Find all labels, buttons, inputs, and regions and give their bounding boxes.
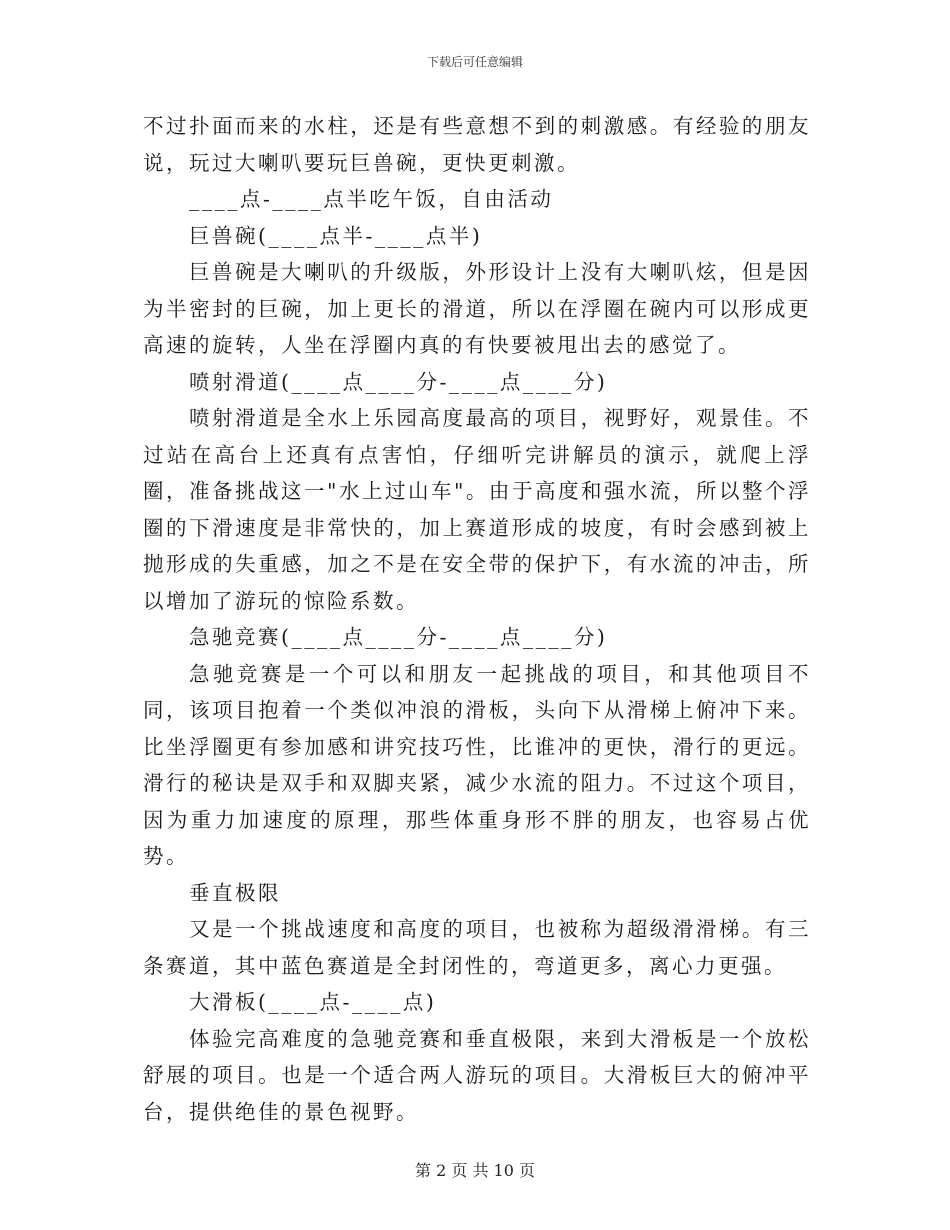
page-header: 下载后可任意编辑 <box>426 55 523 69</box>
paragraph: 不过扑面而来的水柱，还是有些意想不到的刺激感。有经验的朋友说，玩过大喇叭要玩巨兽碗，更快更刺激。 <box>143 114 811 175</box>
section-heading-big-slide: 大滑板(____点-____点) <box>189 990 437 1014</box>
paragraph: 急驰竞赛是一个可以和朋友一起挑战的项目，和其他项目不同，该项目抱着一个类似冲浪的滑板，头向下从滑梯上俯冲下来。比坐浮圈更有参加感和讲究技巧性，比谁冲的更快，滑行的更远。滑行的秘诀是双手和双脚夹紧，减少水流的阻力。不过这个项目，因为重力加速度的原理，那些体重身形不胖的朋友，也容易占优势。 <box>143 661 811 868</box>
schedule-line-lunch: ____点-____点半吃午饭，自由活动 <box>189 187 554 211</box>
section-heading-vertical-limit: 垂直极限 <box>189 880 281 905</box>
page-number: 第 2 页 共 10 页 <box>415 1161 535 1180</box>
section-heading-giant-bowl: 巨兽碗(____点半-____点半) <box>189 223 483 248</box>
document-body <box>143 108 811 1130</box>
paragraph: 喷射滑道是全水上乐园高度最高的项目，视野好，观景佳。不过站在高台上还真有点害怕，仔细听完讲解员的演示，就爬上浮圈，准备挑战这一"水上过山车"。由于高度和强水流，所以整个浮圈的下滑速度是非常快的，加上赛道形成的坡度，有时会感到被上抛形成的失重感，加之不是在安全带的保护下，有水流的冲击，所以增加了游玩的惊险系数。 <box>143 406 811 613</box>
paragraph: 巨兽碗是大喇叭的升级版，外形设计上没有大喇叭炫，但是因为半密封的巨碗，加上更长的滑道，所以在浮圈在碗内可以形成更高速的旋转，人坐在浮圈内真的有快要被甩出去的感觉了。 <box>143 260 811 357</box>
section-heading-racing: 急驰竞赛(____点____分-____点____分) <box>189 625 608 649</box>
section-heading-jet-slide: 喷射滑道(____点____分-____点____分) <box>189 369 608 394</box>
paragraph: 体验完高难度的急驰竞赛和垂直极限，来到大滑板是一个放松舒展的项目。也是一个适合两人游玩的项目。大滑板巨大的俯冲平台，提供绝佳的景色视野。 <box>143 1026 811 1124</box>
paragraph: 又是一个挑战速度和高度的项目，也被称为超级滑滑梯。有三条赛道，其中蓝色赛道是全封闭性的，弯道更多，离心力更强。 <box>143 917 811 978</box>
